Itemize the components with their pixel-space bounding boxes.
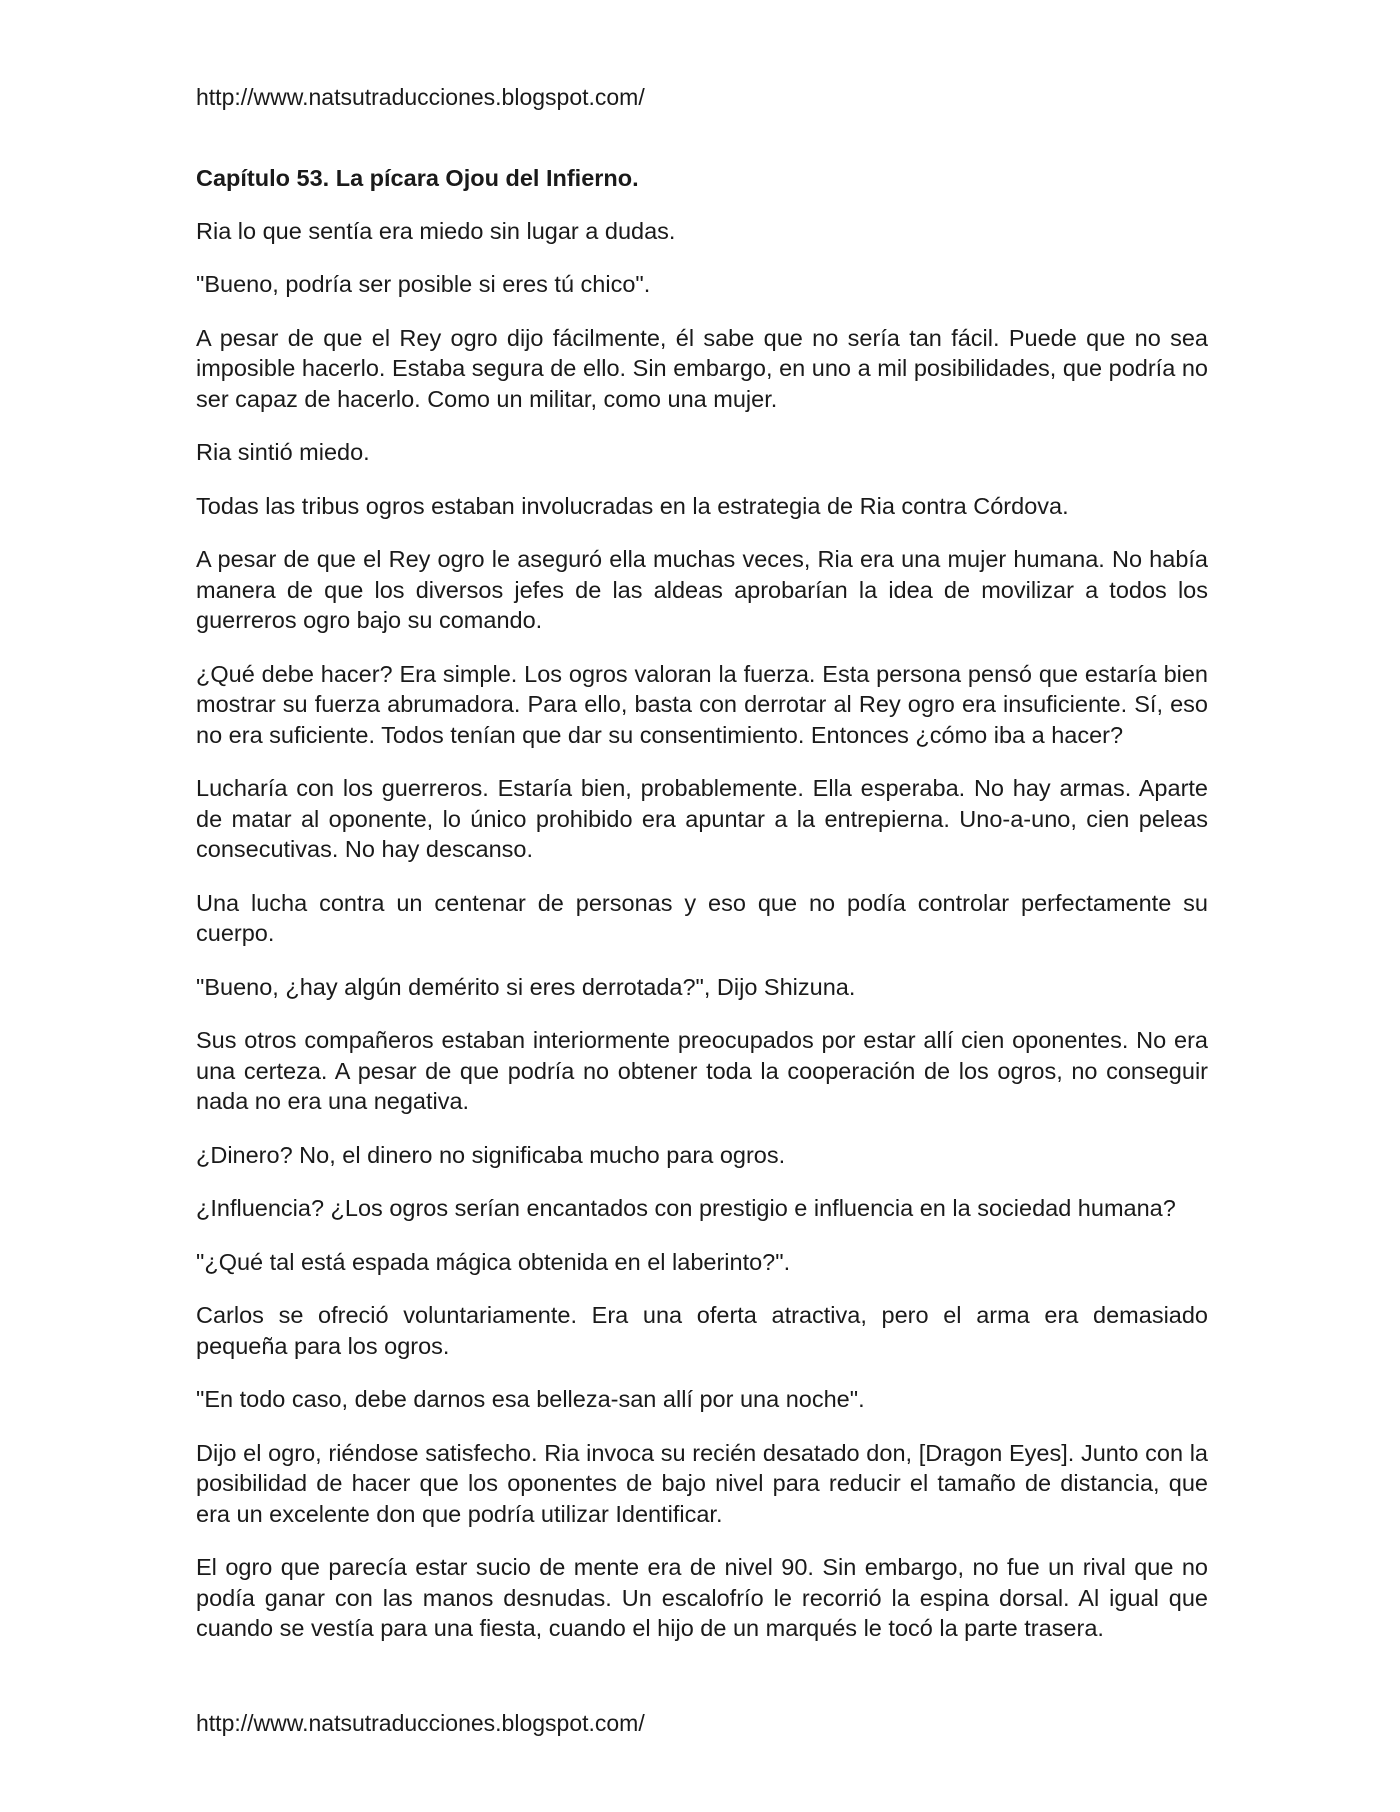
footer-url: http://www.natsutraducciones.blogspot.com/ <box>196 1710 645 1736</box>
paragraph: A pesar de que el Rey ogro le aseguró ella muchas veces, Ria era una mujer humana. No había manera de que los diversos jefes de las aldeas aprobarían la idea de movilizar a todos los guerreros ogro bajo su comando. <box>196 546 1208 633</box>
paragraph: El ogro que parecía estar sucio de mente era de nivel 90. Sin embargo, no fue un rival que no podía ganar con las manos desnudas. Un escalofrío le recorrió la espina dorsal. Al igual que cuando se vestía para una fiesta, cuando el hijo de un marqués le tocó la parte trasera. <box>196 1554 1208 1641</box>
paragraph: ¿Influencia? ¿Los ogros serían encantados con prestigio e influencia en la sociedad humana? <box>196 1195 1176 1221</box>
paragraph: Sus otros compañeros estaban interiormente preocupados por estar allí cien oponentes. No era una certeza. A pesar de que podría no obtener toda la cooperación de los ogros, no conseguir nada no era una negativa. <box>196 1027 1208 1114</box>
paragraph: "¿Qué tal está espada mágica obtenida en el laberinto?". <box>196 1248 791 1275</box>
paragraph: "En todo caso, debe darnos esa belleza-san allí por una noche". <box>196 1386 865 1412</box>
paragraph: Ria sintió miedo. <box>196 439 370 465</box>
paragraph: Todas las tribus ogros estaban involucradas en la estrategia de Ria contra Córdova. <box>196 492 1069 519</box>
header-url: http://www.natsutraducciones.blogspot.com/ <box>196 84 645 110</box>
paragraph: Carlos se ofreció voluntariamente. Era una oferta atractiva, pero el arma era demasiado pequeña para los ogros. <box>196 1302 1208 1359</box>
paragraph: ¿Qué debe hacer? Era simple. Los ogros valoran la fuerza. Esta persona pensó que estaría bien mostrar su fuerza abrumadora. Para ello, basta con derrotar al Rey ogro era insuficiente. Sí, eso no era suficiente. Todos tenían que dar su consentimiento. Entonces ¿cómo iba a hacer? <box>196 660 1208 748</box>
chapter-title: Capítulo 53. La pícara Ojou del Infierno. <box>196 165 639 191</box>
paragraph: Ria lo que sentía era miedo sin lugar a dudas. <box>196 217 676 244</box>
paragraph: Una lucha contra un centenar de personas y eso que no podía controlar perfectamente su cuerpo. <box>196 889 1208 946</box>
paragraph: "Bueno, podría ser posible si eres tú chico". <box>196 271 651 297</box>
paragraph: A pesar de que el Rey ogro dijo fácilmente, él sabe que no sería tan fácil. Puede que no sea imposible hacerlo. Estaba segura de ello. Sin embargo, en uno a mil posibilidades, que podría no ser capaz de hacerlo. Como un militar, como una mujer. <box>196 324 1208 412</box>
paragraph: Lucharía con los guerreros. Estaría bien, probablemente. Ella esperaba. No hay armas. Aparte de matar al oponente, lo único prohibido era apuntar a la entrepierna. Uno-a-uno, cien peleas consecutivas. No hay descanso. <box>196 775 1208 862</box>
paragraph: "Bueno, ¿hay algún demérito si eres derrotada?", Dijo Shizuna. <box>196 973 856 1000</box>
paragraph: Dijo el ogro, riéndose satisfecho. Ria invoca su recién desatado don, [Dragon Eyes]. Junto con la posibilidad de hacer que los oponentes de bajo nivel para reducir el tamaño de distancia, que era un excelente don que podría utilizar Identificar. <box>196 1439 1208 1527</box>
paragraph: ¿Dinero? No, el dinero no significaba mucho para ogros. <box>196 1141 786 1168</box>
chapter-content <box>196 163 1208 1667</box>
